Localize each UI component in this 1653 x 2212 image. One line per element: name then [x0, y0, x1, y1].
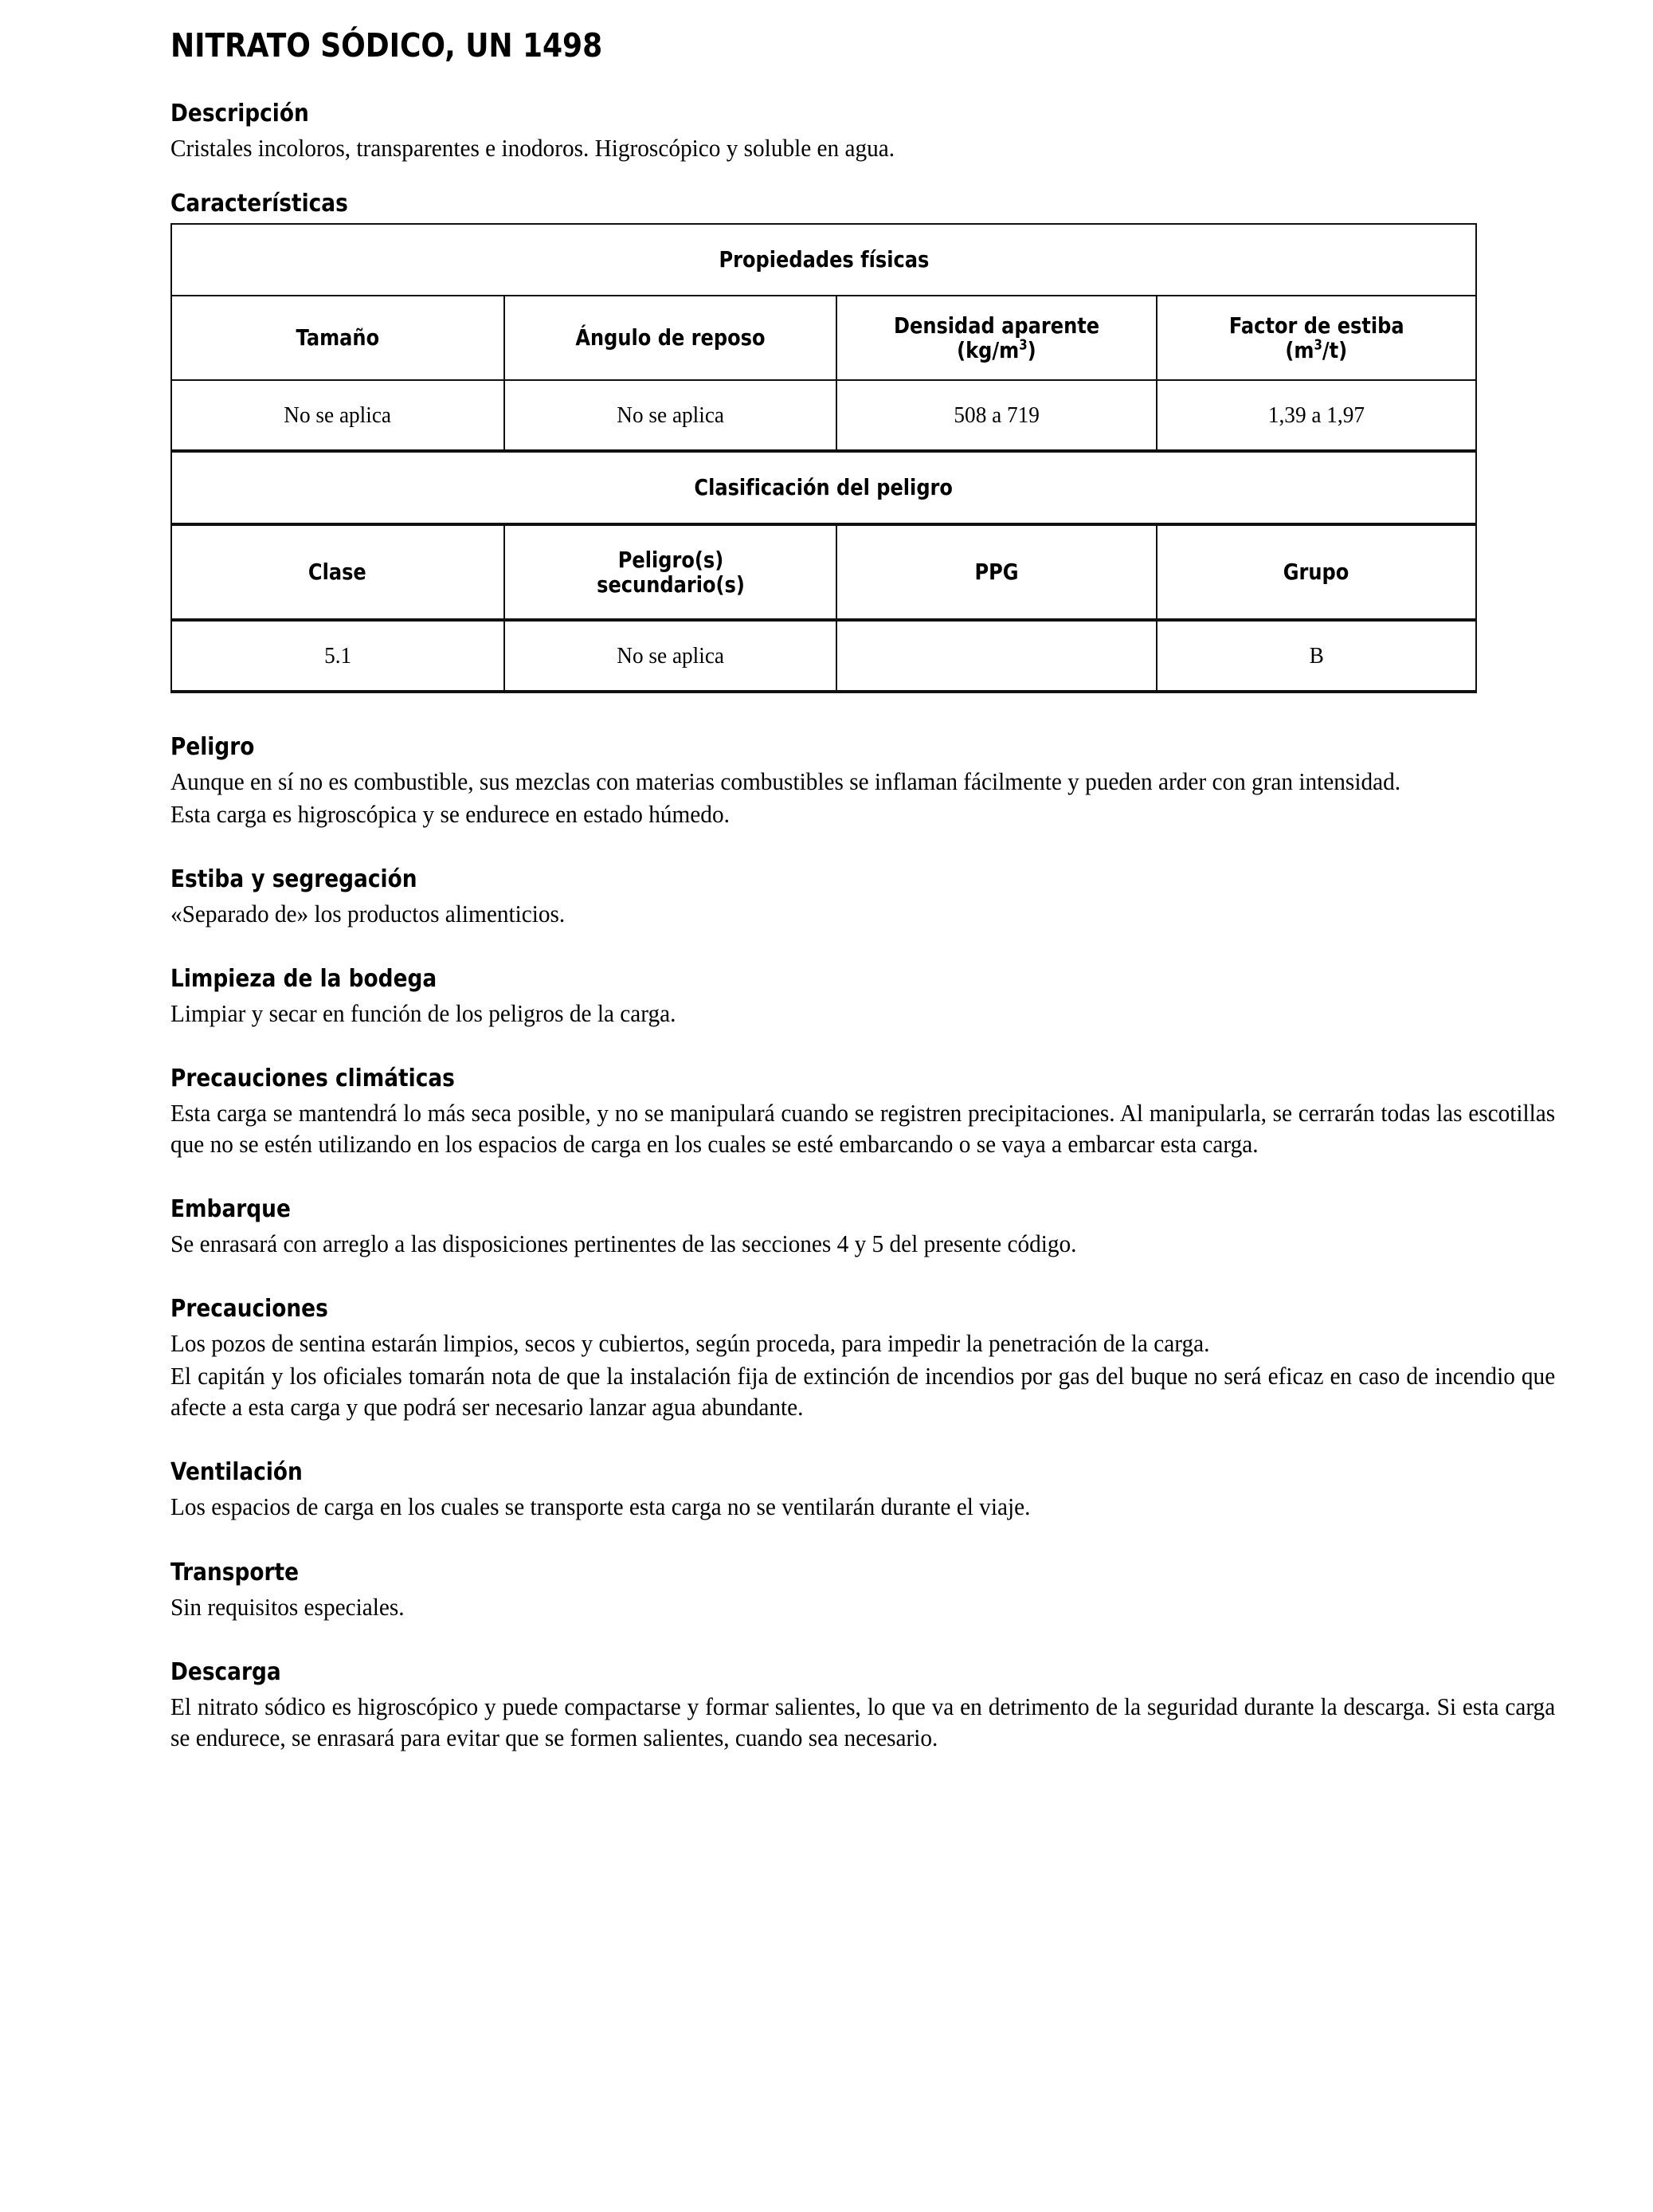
value-ppg [836, 620, 1156, 692]
header-peligros-secundarios: Peligro(s) secundario(s) [504, 524, 837, 620]
section-descarga [170, 1658, 1557, 1754]
section-heading-precauciones: Precauciones [170, 1295, 328, 1324]
spacer [170, 1041, 1557, 1065]
section-heading-descarga: Descarga [170, 1657, 281, 1686]
table-row-physical-values [171, 380, 1476, 451]
section-heading-descripcion: Descripción [170, 100, 309, 128]
peligro-paragraph-1: Aunque en sí no es combustible, sus mezclas con materias combustibles se inflaman fácilmente y pueden arder con gran intensidad. [170, 768, 1401, 796]
spacer [170, 704, 1557, 733]
header-angulo-reposo: Ángulo de reposo [504, 296, 837, 380]
section-peligro [170, 733, 1557, 830]
value-tamano: No se aplica [171, 380, 504, 451]
section-heading-caracteristicas: Características [170, 190, 348, 218]
section-heading-limpieza: Limpieza de la bodega [170, 965, 437, 994]
header-tamano: Tamaño [171, 296, 504, 380]
table-row-physical-banner [171, 224, 1476, 296]
peligro-paragraph-2: Esta carga es higroscópica y se endurece en estado húmedo. [170, 801, 730, 829]
header-grupo: Grupo [1157, 524, 1476, 620]
section-heading-estiba: Estiba y segregación [170, 865, 417, 894]
embarque-text: Se enrasará con arreglo a las disposiciones pertinentes de las secciones 4 y 5 del presente código. [170, 1230, 1077, 1258]
value-grupo: B [1157, 620, 1476, 692]
spacer [170, 1171, 1557, 1195]
section-heading-ventilacion: Ventilación [170, 1458, 303, 1487]
value-angulo-reposo: No se aplica [504, 380, 837, 451]
spacer [170, 1434, 1557, 1458]
section-estiba-segregacion [170, 865, 1557, 930]
physical-properties-banner: Propiedades físicas [171, 224, 1476, 296]
section-heading-embarque: Embarque [170, 1195, 291, 1224]
transporte-text: Sin requisitos especiales. [170, 1593, 405, 1621]
characteristics-table [170, 223, 1477, 693]
section-precauciones-climaticas [170, 1065, 1557, 1160]
spacer [170, 1271, 1557, 1295]
section-ventilacion [170, 1458, 1557, 1523]
section-caracteristicas [170, 190, 1557, 693]
estiba-text: «Separado de» los productos alimenticios. [170, 900, 566, 928]
page-title: NITRATO SÓDICO, UN 1498 [170, 26, 603, 65]
limpieza-text: Limpiar y secar en función de los peligros de la carga. [170, 1000, 676, 1028]
spacer [170, 1634, 1557, 1658]
precauciones-paragraph-2: El capitán y los oficiales tomarán nota de que la instalación fija de extinción de incendios por gas del buque no será eficaz en caso de incendio que afecte a esta carga y que podrá ser necesario lanzar agua abundante. [170, 1363, 1556, 1422]
value-clase: 5.1 [171, 620, 504, 692]
descarga-text: El nitrato sódico es higroscópico y puede compactarse y formar salientes, lo que va en detrimento de la seguridad durante la descarga. Si esta carga se endurece, se enrasará para evitar que se formen salientes, cuando sea necesario. [170, 1692, 1556, 1751]
section-embarque [170, 1195, 1557, 1260]
section-limpieza-bodega [170, 965, 1557, 1030]
table-row-hazard-headers [171, 524, 1476, 620]
header-ppg: PPG [836, 524, 1156, 620]
spacer [170, 175, 1557, 190]
climaticas-text: Esta carga se mantendrá lo más seca posible, y no se manipulará cuando se registren precipitaciones. Al manipularla, se cerrarán todas las escotillas que no se estén utilizando en los espacios de carga en los cuales se esté embarcando o se vaya a embarcar esta carga. [170, 1100, 1556, 1159]
value-factor-estiba: 1,39 a 1,97 [1157, 380, 1476, 451]
section-descripcion [170, 100, 1557, 164]
descripcion-text: Cristales incoloros, transparentes e inodoros. Higroscópico y soluble en agua. [170, 135, 895, 163]
table-row-hazard-banner [171, 451, 1476, 524]
header-factor-estiba: Factor de estiba $(m^3/t)$ [1157, 296, 1476, 380]
spacer [170, 841, 1557, 865]
ventilacion-text: Los espacios de carga en los cuales se transporte esta carga no se ventilarán durante el viaje. [170, 1493, 1031, 1521]
spacer [170, 941, 1557, 965]
section-heading-climaticas: Precauciones climáticas [170, 1065, 455, 1093]
header-densidad-unit: $(kg/m^3)$ [957, 337, 1036, 364]
header-factor-unit: $(m^3/t)$ [1285, 337, 1348, 364]
spacer [170, 1535, 1557, 1559]
table-row-hazard-values [171, 620, 1476, 692]
precauciones-paragraph-1: Los pozos de sentina estarán limpios, secos y cubiertos, según proceda, para impedir la penetración de la carga. [170, 1330, 1210, 1358]
section-heading-transporte: Transporte [170, 1558, 300, 1586]
table-row-physical-headers [171, 296, 1476, 380]
hazard-classification-banner: Clasificación del peligro [171, 451, 1476, 524]
value-densidad-aparente: 508 a 719 [836, 380, 1156, 451]
section-transporte [170, 1559, 1557, 1623]
value-peligros-secundarios: No se aplica [504, 620, 837, 692]
section-precauciones [170, 1295, 1557, 1423]
header-clase: Clase [171, 524, 504, 620]
section-heading-peligro: Peligro [170, 733, 255, 762]
header-densidad-aparente: Densidad aparente $(kg/m^3)$ [836, 296, 1156, 380]
